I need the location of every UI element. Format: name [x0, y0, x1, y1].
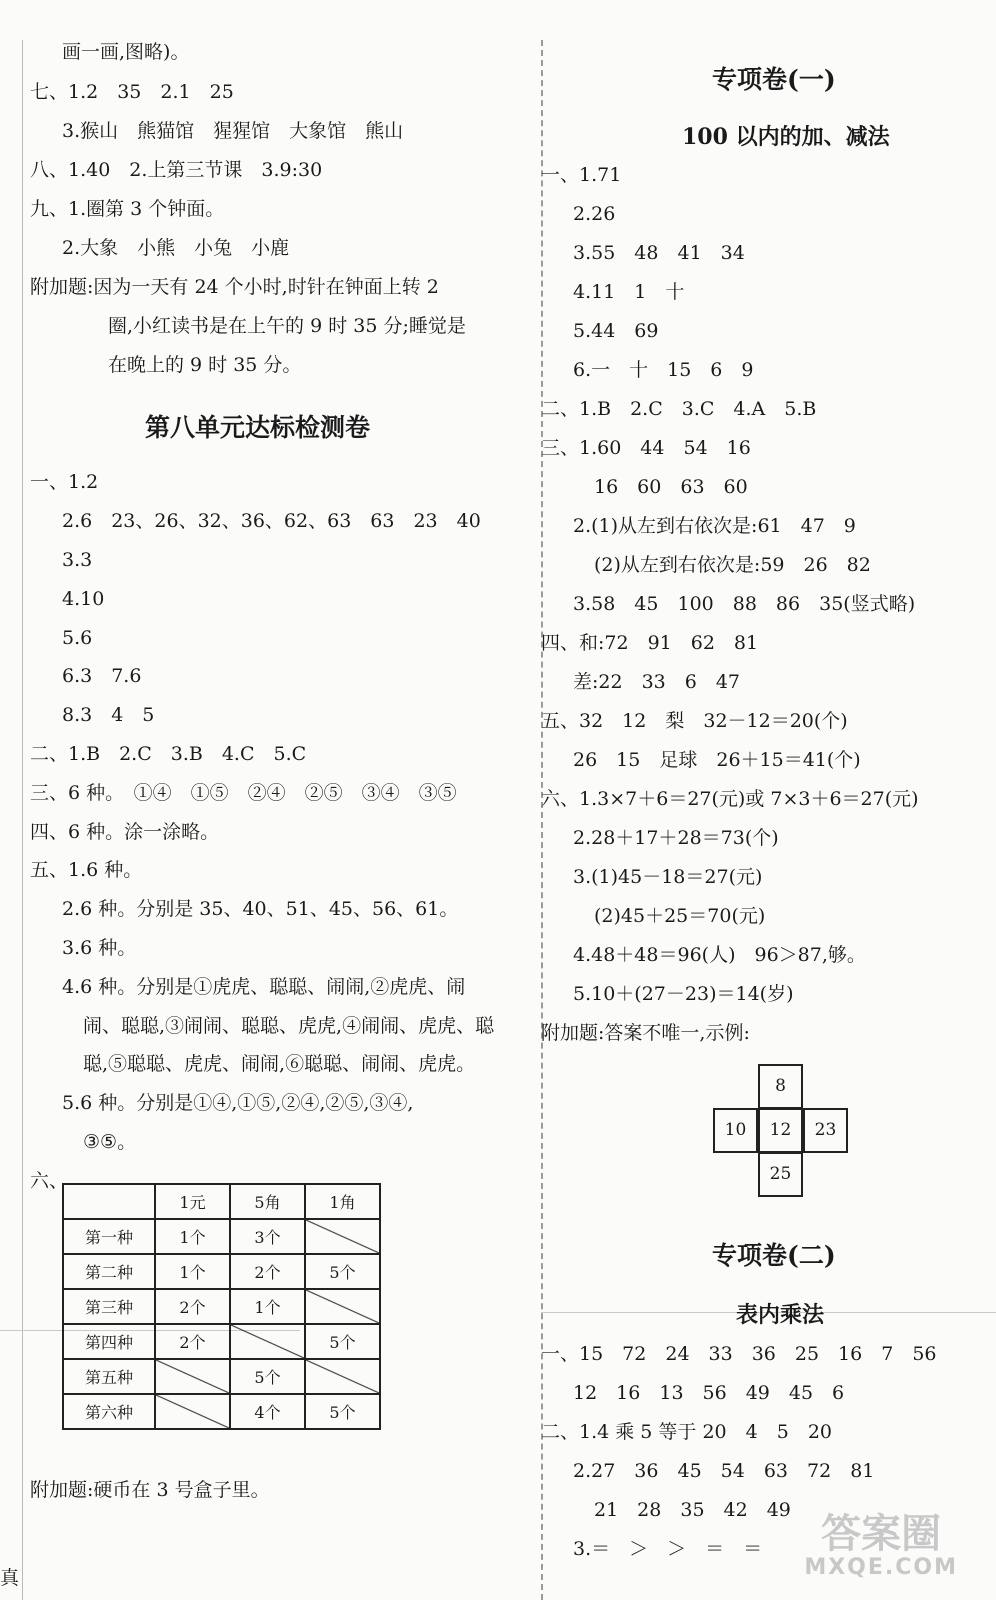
table-row: [63, 1254, 380, 1289]
watermark-url: MXQE.COM: [804, 1555, 958, 1580]
answer-line: 21 28 35 42 49: [594, 1499, 791, 1521]
table-cell-empty: [305, 1219, 380, 1254]
table-cell: 1个: [230, 1289, 305, 1324]
site-watermark: [804, 1512, 958, 1580]
answer-line: 3.58 45 100 88 86 35(竖式略): [573, 593, 916, 615]
answer-line: 3.6 种。: [62, 937, 137, 959]
table-cell: 5个: [230, 1359, 305, 1394]
table-cell: 2个: [155, 1289, 230, 1324]
table-cell: 4个: [230, 1394, 305, 1429]
answer-line: 一、1.71: [541, 164, 622, 186]
section-title: 第八单元达标检测卷: [145, 413, 371, 442]
table-cell-empty: [230, 1324, 305, 1359]
answer-line: 在晚上的 9 时 35 分。: [108, 354, 302, 376]
table-cell: 1个: [155, 1254, 230, 1289]
table-row: [63, 1289, 380, 1324]
section-title: 专项卷(一): [712, 65, 836, 94]
answer-line: 四、6 种。涂一涂略。: [30, 821, 220, 843]
row-label: 第一种: [63, 1219, 155, 1254]
answer-line: 2.大象 小熊 小兔 小鹿: [62, 237, 290, 259]
table-cell: 5个: [305, 1394, 380, 1429]
answer-line: 画一画,图略)。: [62, 41, 190, 63]
answer-line: 九、1.圈第 3 个钟面。: [30, 198, 225, 220]
answer-line: 5.6 种。分别是①④,①⑤,②④,②⑤,③④,: [62, 1092, 414, 1114]
table-row: [63, 1324, 380, 1359]
answer-line: 六、1.3×7＋6＝27(元)或 7×3＋6＝27(元): [541, 788, 919, 810]
answer-line: 16 60 63 60: [594, 476, 748, 498]
table-row: [63, 1394, 380, 1429]
table-cell-empty: [305, 1359, 380, 1394]
answer-line: 附加题:因为一天有 24 个小时,时针在钟面上转 2: [30, 276, 439, 298]
answer-line: 4.6 种。分别是①虎虎、聪聪、闹闹,②虎虎、闹: [62, 976, 466, 998]
table-header-cell: 1角: [305, 1184, 380, 1219]
answer-line: 一、15 72 24 33 36 25 16 7 56: [541, 1343, 937, 1365]
table-cell-empty: [155, 1394, 230, 1429]
table-header-cell: [63, 1184, 155, 1219]
answer-line: 七、1.2 35 2.1 25: [30, 81, 234, 103]
puzzle-cell-bottom: 25: [758, 1152, 803, 1197]
left-margin-rule: [22, 40, 23, 1600]
answer-line: 2.6 种。分别是 35、40、51、45、56、61。: [62, 898, 459, 920]
table-header-cell: 1元: [155, 1184, 230, 1219]
answer-line: 3.(1)45－18＝27(元): [573, 866, 763, 888]
puzzle-cell-top: 8: [758, 1064, 803, 1109]
puzzle-cell-left: 10: [713, 1108, 758, 1153]
answer-line: 4.48＋48＝96(人) 96＞87,够。: [573, 944, 866, 966]
answer-line: 2.26: [573, 203, 616, 225]
row-label: 第四种: [63, 1324, 155, 1359]
answer-line: 26 15 足球 26＋15＝41(个): [573, 749, 861, 771]
row-label: 第六种: [63, 1394, 155, 1429]
answer-line: 闹、聪聪,③闹闹、聪聪、虎虎,④闹闹、虎虎、聪: [83, 1015, 495, 1037]
answer-line: 8.3 4 5: [62, 704, 155, 726]
table-cell: 1个: [155, 1219, 230, 1254]
answer-line: (2)45＋25＝70(元): [594, 905, 766, 927]
table-cell-empty: [155, 1359, 230, 1394]
table-cell: 2个: [230, 1254, 305, 1289]
section-subtitle: 表内乘法: [736, 1302, 825, 1328]
answer-line: 12 16 13 56 49 45 6: [573, 1382, 845, 1404]
answer-line: 差:22 33 6 47: [573, 671, 741, 693]
answer-line: 2.(1)从左到右依次是:61 47 9: [573, 515, 856, 537]
row-label: 第二种: [63, 1254, 155, 1289]
answer-line: 五、32 12 梨 32－12＝20(个): [541, 710, 848, 732]
answer-line: 附加题:答案不唯一,示例:: [541, 1022, 750, 1044]
answer-line: 二、1.B 2.C 3.C 4.A 5.B: [541, 398, 817, 420]
question-six-label: 六、: [30, 1170, 69, 1192]
row-label: 第五种: [63, 1359, 155, 1394]
answer-line: 八、1.40 2.上第三节课 3.9:30: [30, 159, 323, 181]
answer-line: 6.3 7.6: [62, 665, 142, 687]
answer-line: 5.44 69: [573, 320, 659, 342]
table-cell: 5个: [305, 1254, 380, 1289]
answer-line: 4.10: [62, 588, 105, 610]
table-header-cell: 5角: [230, 1184, 305, 1219]
answer-line: 四、和:72 91 62 81: [541, 632, 759, 654]
answer-line: 2.6 23、26、32、36、62、63 63 23 40: [62, 510, 481, 532]
answer-line: 一、1.2: [30, 471, 99, 493]
answer-line: ③⑤。: [83, 1131, 137, 1153]
answer-line: 3.3: [62, 549, 93, 571]
answer-line: 二、1.4 乘 5 等于 20 4 5 20: [541, 1421, 832, 1443]
answer-line: 五、1.6 种。: [30, 859, 143, 881]
answer-line: 4.11 1 十: [573, 281, 685, 303]
table-cell: 3个: [230, 1219, 305, 1254]
table-row: [63, 1219, 380, 1254]
table-header-row: [63, 1184, 380, 1219]
answer-line: 三、1.60 44 54 16: [541, 437, 751, 459]
answer-line: 3.猴山 熊猫馆 猩猩馆 大象馆 熊山: [62, 120, 404, 142]
answer-line: 6.一 十 15 6 9: [573, 359, 754, 381]
answer-line: 3.55 48 41 34: [573, 242, 745, 264]
page-edge-char: 真: [0, 1567, 20, 1589]
answer-line: 3.＝ ＞ ＞ ＝ ＝: [573, 1538, 763, 1560]
bonus-answer: 附加题:硬币在 3 号盒子里。: [30, 1479, 270, 1501]
watermark-logo-text: 答案圈: [821, 1511, 942, 1557]
section-subtitle: 100 以内的加、减法: [682, 124, 890, 150]
answer-line: 三、6 种。 ①④ ①⑤ ②④ ②⑤ ③④ ③⑤: [30, 782, 457, 804]
table-cell: 2个: [155, 1324, 230, 1359]
coin-combination-table: [62, 1183, 381, 1430]
answer-line: 5.6: [62, 627, 93, 649]
table-cell-empty: [305, 1289, 380, 1324]
table-cell: 5个: [305, 1324, 380, 1359]
column-divider: [541, 40, 543, 1600]
answer-line: 二、1.B 2.C 3.B 4.C 5.C: [30, 743, 307, 765]
table-row: [63, 1359, 380, 1394]
puzzle-cell-right: 23: [803, 1108, 848, 1153]
puzzle-cell-center: 12: [758, 1108, 803, 1153]
section-title: 专项卷(二): [712, 1241, 836, 1270]
row-label: 第三种: [63, 1289, 155, 1324]
answer-line: 2.28＋17＋28＝73(个): [573, 827, 779, 849]
answer-line: 聪,⑤聪聪、虎虎、闹闹,⑥聪聪、闹闹、虎虎。: [83, 1053, 476, 1075]
answer-line: 2.27 36 45 54 63 72 81: [573, 1460, 875, 1482]
answer-line: (2)从左到右依次是:59 26 82: [594, 554, 871, 576]
answer-line: 5.10＋(27－23)＝14(岁): [573, 983, 794, 1005]
answer-line: 圈,小红读书是在上午的 9 时 35 分;睡觉是: [108, 315, 466, 337]
